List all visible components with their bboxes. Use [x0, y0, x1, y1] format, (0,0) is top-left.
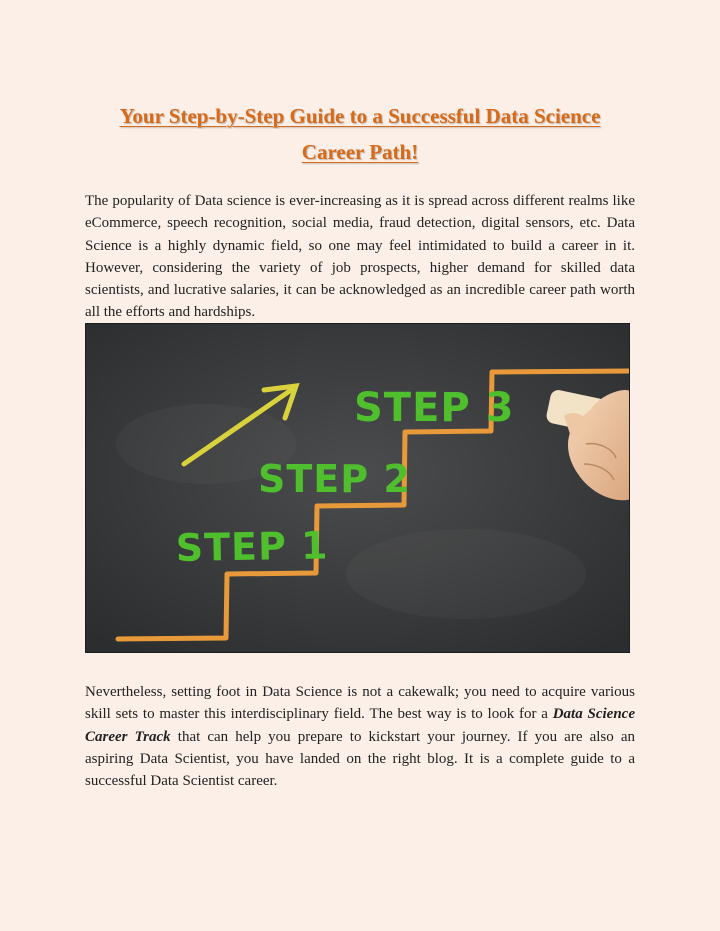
- page-title: [60, 98, 660, 170]
- step-1-label: STEP 1: [175, 523, 329, 570]
- career-track-link[interactable]: Data Science Career Track: [85, 706, 635, 745]
- step-3-label: STEP 3: [354, 385, 515, 431]
- chalk-smudge: [346, 529, 586, 619]
- step-2-label: STEP 2: [258, 457, 411, 501]
- second-paragraph-text-before: Nevertheless, setting foot in Data Science is not a cakewalk; you need to acquire various skill sets to master this interdisciplinary field. The best way is to look for a: [85, 684, 635, 723]
- steps-illustration: [85, 323, 630, 653]
- intro-paragraph: The popularity of Data science is ever-increasing as it is spread across different realms like eCommerce, speech recognition, social media, fraud detection, digital sensors, etc. Data Science is a highly dynamic field, so one may feel intimidated to build a career in it. However, considering the variety of job prospects, higher demand for skilled data scientists, and lucrative salaries, it can be acknowledged as an incredible career path worth all the efforts and hardships.: [85, 193, 635, 321]
- second-paragraph: [85, 681, 635, 792]
- title-line-2: Career Path!: [301, 140, 419, 164]
- second-paragraph-text-after: that can help you prepare to kickstart your journey. If you are also an aspiring Data Scientist, you have landed on the right blog. It is a complete guide to a successful Data Scientist career.: [85, 728, 635, 790]
- chalkboard-svg: [86, 324, 630, 653]
- title-line-1: Your Step-by-Step Guide to a Successful Data Science: [119, 104, 601, 128]
